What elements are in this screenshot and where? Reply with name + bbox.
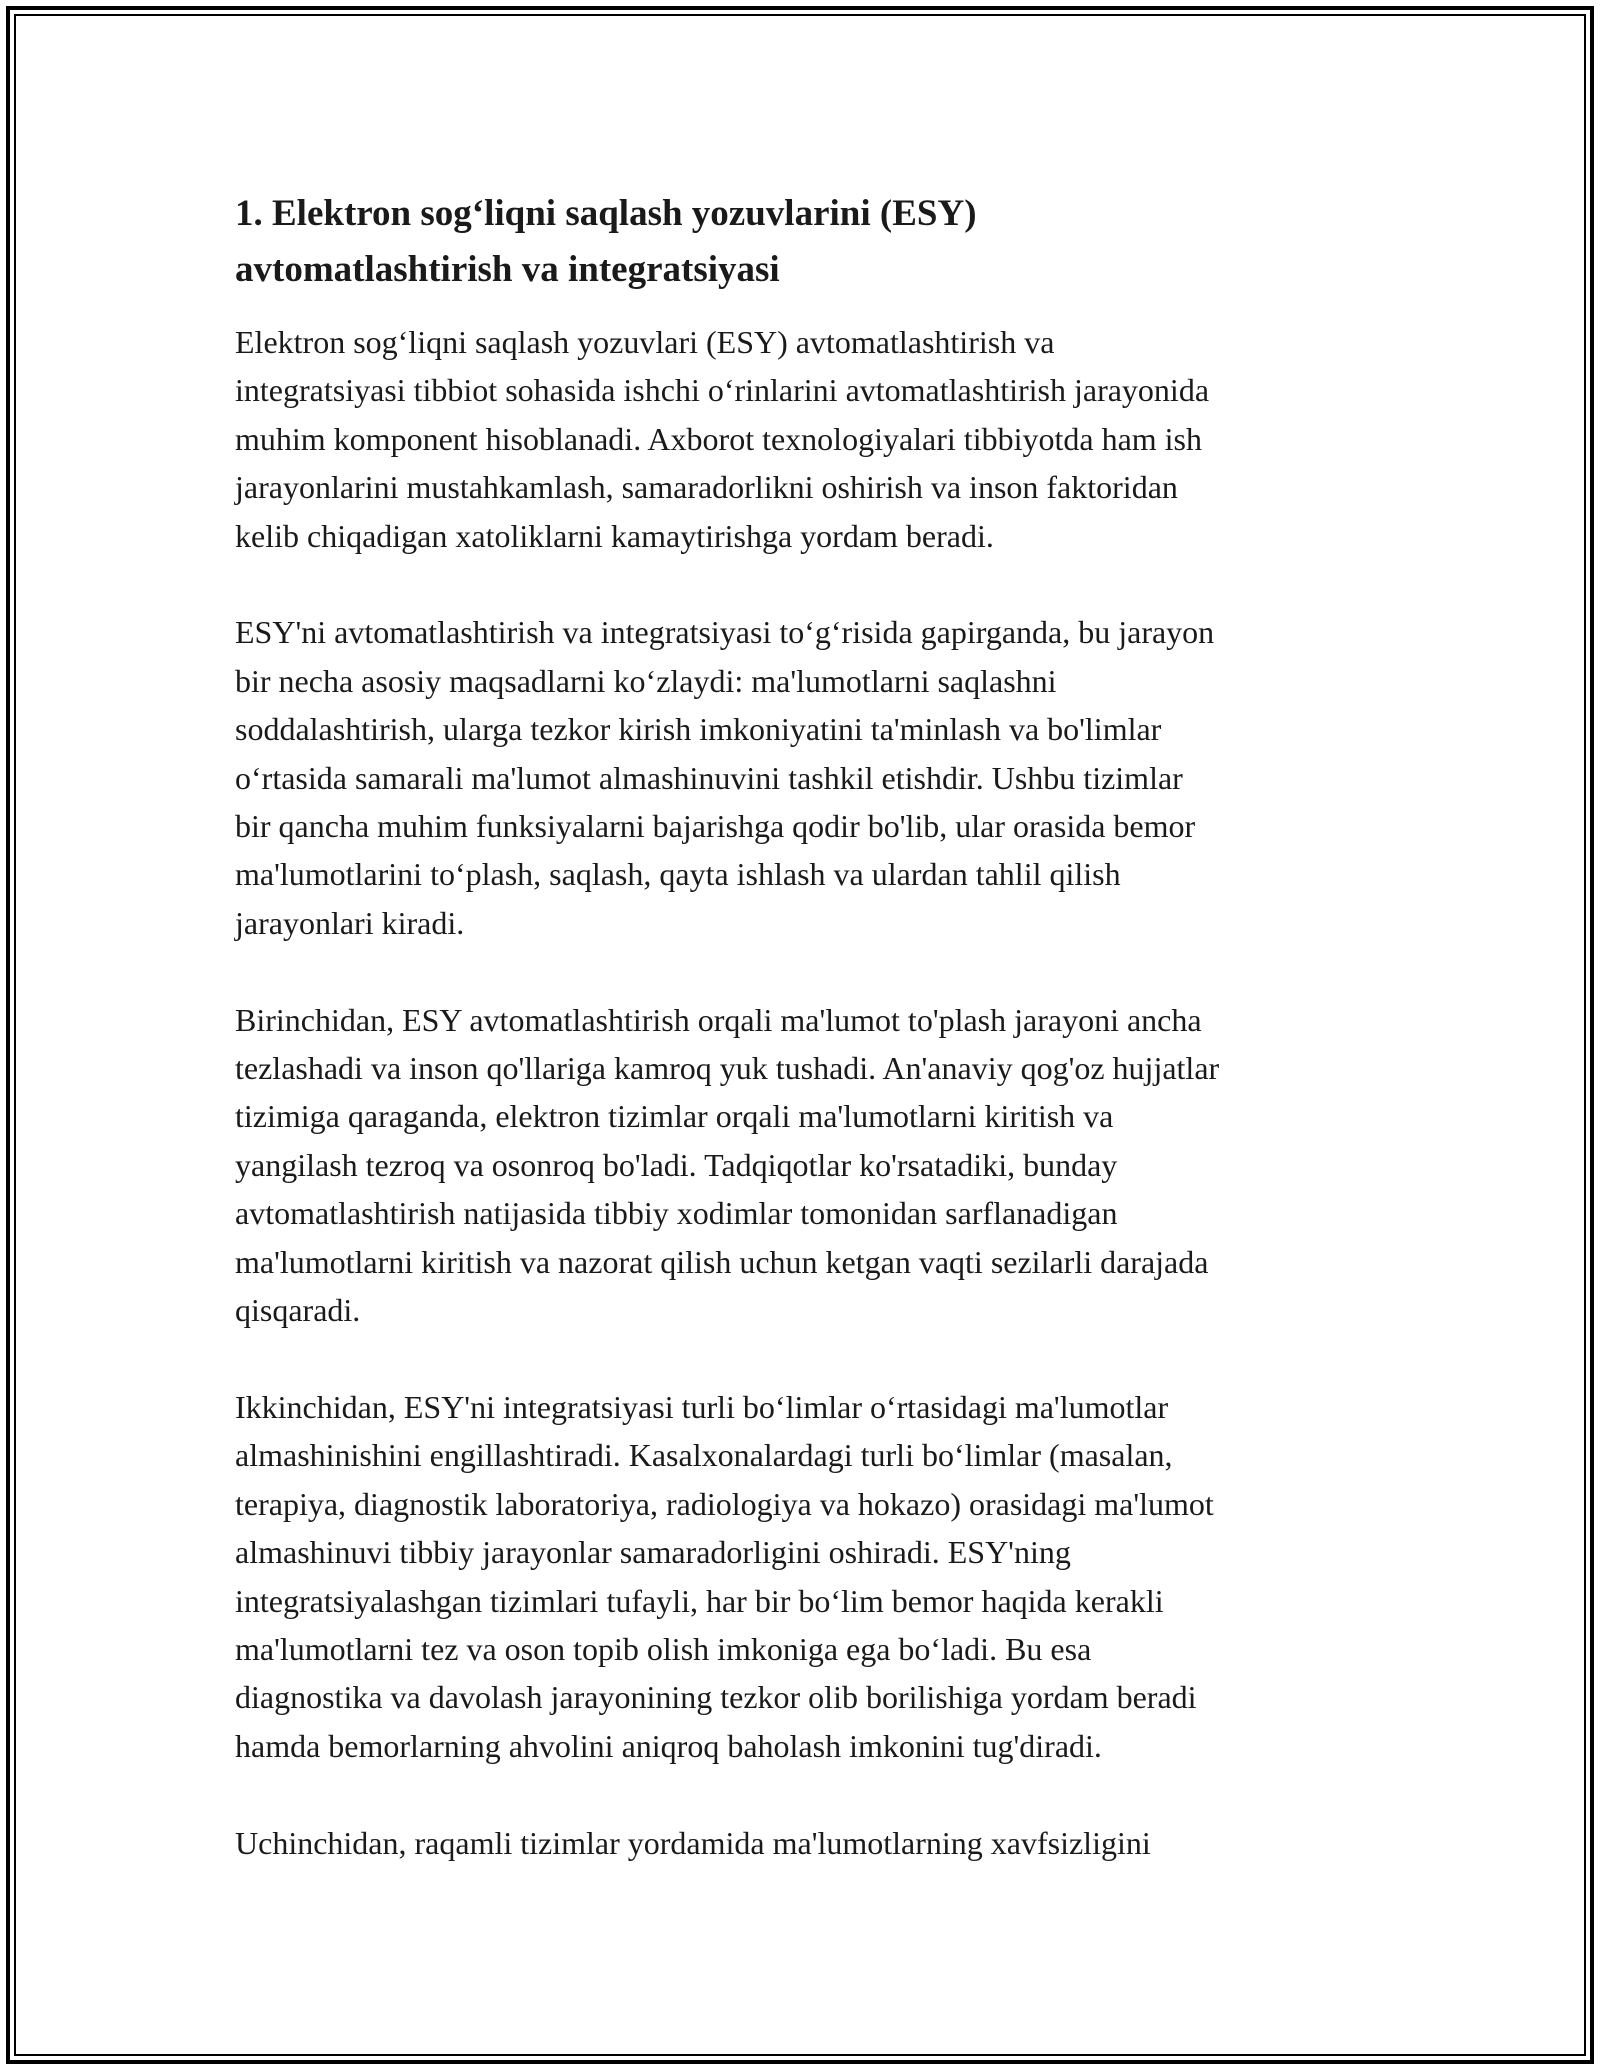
paragraph-line: ESY'ni avtomatlashtirish va integratsiyasi to‘g‘risida gapirganda, bu jarayon <box>235 614 1215 651</box>
body-paragraph <box>235 1819 1375 1867</box>
paragraph-line: diagnostika va davolash jarayonining tezkor olib borilishiga yordam beradi <box>235 1679 1197 1716</box>
paragraph-line: integratsiyasi tibbiot sohasida ishchi o‘rinlarini avtomatlashtirish jarayonida <box>235 372 1210 409</box>
paragraph-line: bir necha asosiy maqsadlarni ko‘zlaydi: ma'lumotlarni saqlashni <box>235 662 1057 699</box>
heading-line: 1. Elektron sog‘liqni saqlash yozuvlarini (ESY) <box>235 193 977 234</box>
paragraph-line: tizimiga qaraganda, elektron tizimlar orqali ma'lumotlarni kiritish va <box>235 1098 1114 1135</box>
paragraphs <box>235 318 1375 1867</box>
paragraph-line: integratsiyalashgan tizimlari tufayli, har bir bo‘lim bemor haqida kerakli <box>235 1582 1164 1619</box>
paragraph-line: jarayonlarini mustahkamlash, samaradorlikni oshirish va inson faktoridan <box>235 469 1178 506</box>
paragraph-line: almashinishini engillashtiradi. Kasalxonalardagi turli bo‘limlar (masalan, <box>235 1437 1173 1474</box>
section-heading <box>235 186 1375 298</box>
paragraph-line: bir qancha muhim funksiyalarni bajarishga qodir bo'lib, ular orasida bemor <box>235 808 1196 845</box>
paragraph-line: Uchinchidan, raqamli tizimlar yordamida ma'lumotlarning xavfsizligini <box>235 1824 1151 1861</box>
document-body <box>235 186 1375 1915</box>
paragraph-line: ma'lumotlarni tez va oson topib olish imkoniga ega bo‘ladi. Bu esa <box>235 1630 1092 1667</box>
paragraph-line: almashinuvi tibbiy jarayonlar samaradorligini oshiradi. ESY'ning <box>235 1534 1071 1571</box>
paragraph-line: terapiya, diagnostik laboratoriya, radiologiya va hokazo) orasidagi ma'lumot <box>235 1485 1214 1522</box>
paragraph-line: hamda bemorlarning ahvolini aniqroq baholash imkonini tug'diradi. <box>235 1727 1102 1764</box>
paragraph-line: muhim komponent hisoblanadi. Axborot texnologiyalari tibbiyotda ham ish <box>235 420 1202 457</box>
paragraph-line: kelib chiqadigan xatoliklarni kamaytirishga yordam beradi. <box>235 517 994 554</box>
paragraph-line: avtomatlashtirish natijasida tibbiy xodimlar tomonidan sarflanadigan <box>235 1195 1118 1232</box>
paragraph-line: ma'lumotlarini to‘plash, saqlash, qayta ishlash va ulardan tahlil qilish <box>235 856 1121 893</box>
paragraph-line: o‘rtasida samarali ma'lumot almashinuvini tashkil etishdir. Ushbu tizimlar <box>235 759 1183 796</box>
paragraph-line: jarayonlari kiradi. <box>235 904 465 941</box>
paragraph-line: ma'lumotlarni kiritish va nazorat qilish uchun ketgan vaqti sezilarli darajada <box>235 1243 1209 1280</box>
body-paragraph <box>235 996 1375 1335</box>
body-paragraph <box>235 1383 1375 1770</box>
paragraph-line: Birinchidan, ESY avtomatlashtirish orqali ma'lumot to'plash jarayoni ancha <box>235 1001 1202 1038</box>
paragraph-line: soddalashtirish, ularga tezkor kirish imkoniyatini ta'minlash va bo'limlar <box>235 711 1162 748</box>
paragraph-line: yangilash tezroq va osonroq bo'ladi. Tadqiqotlar ko'rsatadiki, bunday <box>235 1146 1118 1183</box>
paragraph-line: Elektron sog‘liqni saqlash yozuvlari (ESY) avtomatlashtirish va <box>235 324 1055 360</box>
body-paragraph <box>235 608 1375 947</box>
paragraph-line: tezlashadi va inson qo'llariga kamroq yuk tushadi. An'anaviy qog'oz hujjatlar <box>235 1050 1220 1087</box>
heading-line: avtomatlashtirish va integratsiyasi <box>235 249 780 290</box>
paragraph-line: Ikkinchidan, ESY'ni integratsiyasi turli bo‘limlar o‘rtasidagi ma'lumotlar <box>235 1388 1169 1425</box>
paragraph-line: qisqaradi. <box>235 1292 361 1329</box>
body-paragraph <box>235 318 1375 560</box>
